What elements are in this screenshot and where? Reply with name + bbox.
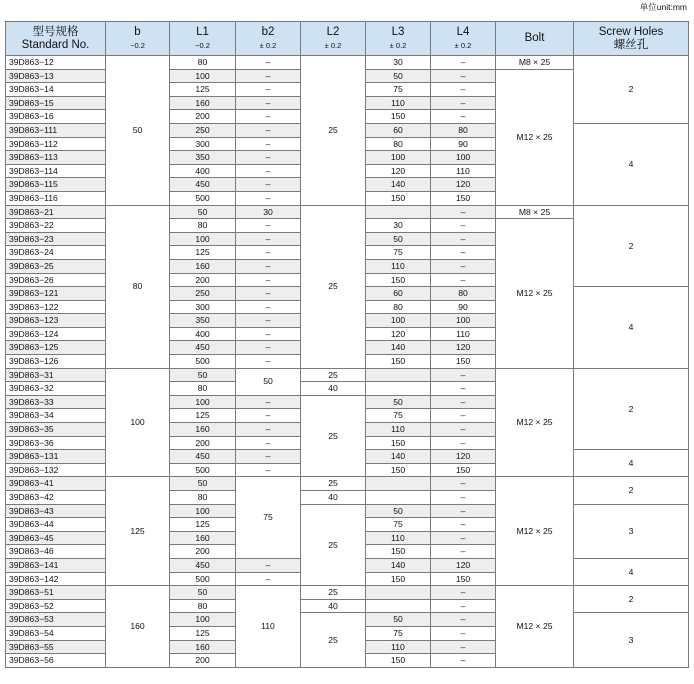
cell-standard-no: 39D863−43 <box>6 504 106 518</box>
cell-standard-no: 39D863−46 <box>6 545 106 559</box>
cell-l2: 40 <box>301 382 366 396</box>
cell-standard-no: 39D863−131 <box>6 450 106 464</box>
cell-l1: 450 <box>170 341 236 355</box>
cell-l3: 150 <box>366 191 431 205</box>
cell-l1: 160 <box>170 531 236 545</box>
cell-standard-no: 39D863−53 <box>6 613 106 627</box>
cell-standard-no: 39D863−124 <box>6 327 106 341</box>
cell-l1: 80 <box>170 599 236 613</box>
cell-standard-no: 39D863−22 <box>6 219 106 233</box>
cell-holes: 2 <box>574 56 689 124</box>
cell-l4: 150 <box>431 463 496 477</box>
cell-l1: 100 <box>170 613 236 627</box>
cell-holes: 4 <box>574 558 689 585</box>
header-b2-label: b2 <box>261 25 275 38</box>
cell-bolt: M12 × 25 <box>496 477 574 586</box>
cell-l3 <box>366 382 431 396</box>
cell-b2: – <box>236 314 301 328</box>
cell-bolt: M12 × 25 <box>496 69 574 205</box>
cell-l4: 110 <box>431 327 496 341</box>
cell-l3: 75 <box>366 409 431 423</box>
cell-holes: 2 <box>574 477 689 504</box>
cell-l4: – <box>431 395 496 409</box>
cell-b2: – <box>236 287 301 301</box>
cell-l4: – <box>431 273 496 287</box>
cell-l1: 450 <box>170 450 236 464</box>
cell-holes: 4 <box>574 450 689 477</box>
cell-b2: – <box>236 327 301 341</box>
cell-l4: 120 <box>431 450 496 464</box>
cell-l3: 140 <box>366 341 431 355</box>
unit-label: 单位unit:mm <box>639 2 687 12</box>
cell-l3: 50 <box>366 395 431 409</box>
cell-l4: – <box>431 586 496 600</box>
cell-l4: – <box>431 640 496 654</box>
cell-b2: – <box>236 191 301 205</box>
table-row <box>6 477 689 491</box>
cell-l3: 60 <box>366 123 431 137</box>
cell-standard-no: 39D863−126 <box>6 355 106 369</box>
table-row <box>6 586 689 600</box>
cell-l4: – <box>431 599 496 613</box>
cell-l1: 400 <box>170 327 236 341</box>
table-body <box>6 56 689 668</box>
table-row <box>6 56 689 70</box>
cell-l1: 200 <box>170 654 236 668</box>
cell-standard-no: 39D863−23 <box>6 232 106 246</box>
cell-l3: 60 <box>366 287 431 301</box>
cell-b: 125 <box>106 477 170 586</box>
cell-b2: – <box>236 137 301 151</box>
cell-l3: 30 <box>366 219 431 233</box>
cell-l4: – <box>431 504 496 518</box>
cell-l3: 50 <box>366 504 431 518</box>
cell-holes: 4 <box>574 287 689 369</box>
cell-l3: 50 <box>366 232 431 246</box>
cell-holes: 2 <box>574 205 689 287</box>
header-bolt-label: Bolt <box>524 32 545 44</box>
cell-l4: – <box>431 626 496 640</box>
cell-l3: 80 <box>366 300 431 314</box>
cell-b: 160 <box>106 586 170 668</box>
cell-l1: 200 <box>170 436 236 450</box>
cell-l1: 125 <box>170 83 236 97</box>
cell-standard-no: 39D863−112 <box>6 137 106 151</box>
cell-l4: 120 <box>431 341 496 355</box>
cell-l4: – <box>431 518 496 532</box>
header-screw-holes <box>574 22 689 56</box>
cell-b2: – <box>236 300 301 314</box>
cell-l1: 80 <box>170 56 236 70</box>
cell-l4: – <box>431 83 496 97</box>
cell-standard-no: 39D863−125 <box>6 341 106 355</box>
cell-l4: 120 <box>431 558 496 572</box>
cell-l4: 110 <box>431 164 496 178</box>
cell-standard-no: 39D863−14 <box>6 83 106 97</box>
cell-standard-no: 39D863−15 <box>6 96 106 110</box>
cell-b2: – <box>236 463 301 477</box>
cell-b2: – <box>236 436 301 450</box>
cell-b2: – <box>236 259 301 273</box>
cell-l3: 110 <box>366 423 431 437</box>
cell-bolt: M8 × 25 <box>496 205 574 219</box>
cell-b2: – <box>236 123 301 137</box>
cell-standard-no: 39D863−36 <box>6 436 106 450</box>
cell-l3: 150 <box>366 110 431 124</box>
header-screw-holes-en: Screw Holes <box>598 25 664 38</box>
cell-l3: 120 <box>366 164 431 178</box>
cell-l3: 110 <box>366 640 431 654</box>
cell-b2: – <box>236 178 301 192</box>
cell-standard-no: 39D863−54 <box>6 626 106 640</box>
cell-l2: 25 <box>301 205 366 368</box>
cell-l1: 100 <box>170 69 236 83</box>
cell-l4: 90 <box>431 137 496 151</box>
cell-standard-no: 39D863−142 <box>6 572 106 586</box>
cell-standard-no: 39D863−116 <box>6 191 106 205</box>
cell-l1: 500 <box>170 191 236 205</box>
cell-b2: – <box>236 558 301 572</box>
cell-l2: 25 <box>301 504 366 586</box>
cell-b2: – <box>236 450 301 464</box>
cell-l2: 25 <box>301 613 366 667</box>
cell-l1: 80 <box>170 382 236 396</box>
cell-l1: 350 <box>170 151 236 165</box>
header-L1-label: L1 <box>196 25 209 38</box>
cell-standard-no: 39D863−31 <box>6 368 106 382</box>
cell-holes: 3 <box>574 504 689 558</box>
cell-l4: – <box>431 232 496 246</box>
cell-b2: – <box>236 69 301 83</box>
cell-l1: 50 <box>170 368 236 382</box>
header-L4-label: L4 <box>456 25 470 38</box>
cell-b: 100 <box>106 368 170 477</box>
cell-l4: 150 <box>431 191 496 205</box>
cell-l1: 80 <box>170 219 236 233</box>
cell-standard-no: 39D863−25 <box>6 259 106 273</box>
header-L3-tolerance: ± 0.2 <box>389 40 407 50</box>
cell-l2: 25 <box>301 586 366 600</box>
cell-b2: – <box>236 83 301 97</box>
cell-b2: 110 <box>236 586 301 668</box>
cell-holes: 4 <box>574 123 689 205</box>
cell-l1: 100 <box>170 504 236 518</box>
cell-l3: 30 <box>366 56 431 70</box>
cell-l4: – <box>431 654 496 668</box>
cell-l4: – <box>431 423 496 437</box>
cell-b2: – <box>236 219 301 233</box>
cell-b2: – <box>236 56 301 70</box>
cell-l3: 75 <box>366 83 431 97</box>
cell-l3: 150 <box>366 273 431 287</box>
cell-l3 <box>366 599 431 613</box>
cell-l4: – <box>431 56 496 70</box>
cell-l3: 100 <box>366 314 431 328</box>
cell-l4: – <box>431 246 496 260</box>
cell-l1: 500 <box>170 355 236 369</box>
cell-l4: – <box>431 477 496 491</box>
cell-b: 50 <box>106 56 170 206</box>
cell-standard-no: 39D863−21 <box>6 205 106 219</box>
cell-l4: – <box>431 219 496 233</box>
cell-l4: – <box>431 531 496 545</box>
cell-l1: 80 <box>170 491 236 505</box>
header-L4-tolerance: ± 0.2 <box>454 40 472 50</box>
header-b2 <box>236 22 301 56</box>
cell-l1: 125 <box>170 626 236 640</box>
cell-standard-no: 39D863−32 <box>6 382 106 396</box>
cell-b2: – <box>236 96 301 110</box>
cell-l1: 400 <box>170 164 236 178</box>
cell-l1: 500 <box>170 463 236 477</box>
cell-l3: 50 <box>366 69 431 83</box>
cell-l1: 250 <box>170 123 236 137</box>
cell-standard-no: 39D863−16 <box>6 110 106 124</box>
cell-l4: – <box>431 69 496 83</box>
cell-l3: 150 <box>366 355 431 369</box>
cell-standard-no: 39D863−33 <box>6 395 106 409</box>
cell-b2: – <box>236 341 301 355</box>
header-standard-no <box>6 22 106 56</box>
cell-l4: – <box>431 436 496 450</box>
cell-l1: 125 <box>170 246 236 260</box>
table-row <box>6 368 689 382</box>
cell-l3: 75 <box>366 626 431 640</box>
cell-holes: 2 <box>574 586 689 613</box>
cell-standard-no: 39D863−35 <box>6 423 106 437</box>
cell-standard-no: 39D863−114 <box>6 164 106 178</box>
cell-l1: 200 <box>170 273 236 287</box>
cell-standard-no: 39D863−52 <box>6 599 106 613</box>
cell-l3: 100 <box>366 151 431 165</box>
cell-l3: 140 <box>366 450 431 464</box>
cell-l2: 25 <box>301 395 366 477</box>
cell-l3: 140 <box>366 558 431 572</box>
cell-l4: – <box>431 382 496 396</box>
cell-b2: 75 <box>236 477 301 559</box>
cell-l3 <box>366 205 431 219</box>
cell-l4: 100 <box>431 151 496 165</box>
cell-l1: 450 <box>170 178 236 192</box>
cell-l1: 300 <box>170 137 236 151</box>
cell-l1: 160 <box>170 640 236 654</box>
cell-standard-no: 39D863−51 <box>6 586 106 600</box>
cell-standard-no: 39D863−111 <box>6 123 106 137</box>
cell-standard-no: 39D863−132 <box>6 463 106 477</box>
cell-l4: – <box>431 613 496 627</box>
header-L3 <box>366 22 431 56</box>
cell-l1: 250 <box>170 287 236 301</box>
header-L2-tolerance: ± 0.2 <box>324 40 342 50</box>
cell-l2: 25 <box>301 56 366 206</box>
cell-b2: – <box>236 355 301 369</box>
cell-l4: – <box>431 259 496 273</box>
cell-l1: 160 <box>170 96 236 110</box>
header-L1-tolerance: −0.2 <box>195 40 210 50</box>
cell-standard-no: 39D863−115 <box>6 178 106 192</box>
spec-table <box>5 21 689 668</box>
header-L1 <box>170 22 236 56</box>
cell-l3: 110 <box>366 259 431 273</box>
cell-l4: – <box>431 96 496 110</box>
cell-standard-no: 39D863−24 <box>6 246 106 260</box>
cell-standard-no: 39D863−13 <box>6 69 106 83</box>
cell-l1: 450 <box>170 558 236 572</box>
cell-standard-no: 39D863−34 <box>6 409 106 423</box>
cell-l4: – <box>431 110 496 124</box>
cell-l3: 150 <box>366 463 431 477</box>
cell-l3: 140 <box>366 178 431 192</box>
table-row <box>6 205 689 219</box>
cell-l1: 200 <box>170 110 236 124</box>
cell-l1: 160 <box>170 423 236 437</box>
cell-b2: – <box>236 395 301 409</box>
cell-l3 <box>366 491 431 505</box>
cell-l3: 150 <box>366 654 431 668</box>
cell-holes: 3 <box>574 613 689 667</box>
cell-l3 <box>366 477 431 491</box>
cell-l1: 125 <box>170 409 236 423</box>
cell-standard-no: 39D863−44 <box>6 518 106 532</box>
cell-standard-no: 39D863−26 <box>6 273 106 287</box>
header-L4 <box>431 22 496 56</box>
header-b-label: b <box>134 25 141 38</box>
cell-l2: 40 <box>301 599 366 613</box>
cell-standard-no: 39D863−113 <box>6 151 106 165</box>
cell-standard-no: 39D863−123 <box>6 314 106 328</box>
cell-standard-no: 39D863−55 <box>6 640 106 654</box>
cell-bolt: M12 × 25 <box>496 219 574 369</box>
cell-l3: 150 <box>366 572 431 586</box>
cell-l1: 500 <box>170 572 236 586</box>
cell-standard-no: 39D863−42 <box>6 491 106 505</box>
cell-b2: – <box>236 110 301 124</box>
cell-l3: 75 <box>366 518 431 532</box>
cell-l2: 25 <box>301 368 366 382</box>
cell-l1: 50 <box>170 205 236 219</box>
cell-b: 80 <box>106 205 170 368</box>
cell-l1: 50 <box>170 477 236 491</box>
cell-l4: – <box>431 545 496 559</box>
cell-l4: 120 <box>431 178 496 192</box>
cell-b2: 30 <box>236 205 301 219</box>
cell-l1: 100 <box>170 232 236 246</box>
cell-l4: – <box>431 409 496 423</box>
cell-l3: 110 <box>366 96 431 110</box>
cell-l4: – <box>431 205 496 219</box>
cell-l1: 50 <box>170 586 236 600</box>
cell-l4: 80 <box>431 123 496 137</box>
header-row <box>6 22 689 56</box>
header-standard-en: Standard No. <box>21 38 90 51</box>
cell-b2: – <box>236 246 301 260</box>
cell-l1: 350 <box>170 314 236 328</box>
cell-bolt: M12 × 25 <box>496 586 574 668</box>
cell-bolt: M8 × 25 <box>496 56 574 70</box>
cell-l3: 50 <box>366 613 431 627</box>
header-L2-label: L2 <box>326 25 340 38</box>
cell-l3: 120 <box>366 327 431 341</box>
cell-b2: – <box>236 409 301 423</box>
cell-standard-no: 39D863−56 <box>6 654 106 668</box>
header-L2 <box>301 22 366 56</box>
cell-standard-no: 39D863−41 <box>6 477 106 491</box>
cell-l4: 80 <box>431 287 496 301</box>
cell-holes: 2 <box>574 368 689 450</box>
cell-b2: – <box>236 273 301 287</box>
cell-standard-no: 39D863−121 <box>6 287 106 301</box>
cell-l3: 150 <box>366 436 431 450</box>
cell-b2: 50 <box>236 368 301 395</box>
cell-l4: 100 <box>431 314 496 328</box>
cell-b2: – <box>236 151 301 165</box>
cell-l1: 300 <box>170 300 236 314</box>
cell-standard-no: 39D863−12 <box>6 56 106 70</box>
cell-l1: 160 <box>170 259 236 273</box>
header-b2-tolerance: ± 0.2 <box>259 40 277 50</box>
cell-l3 <box>366 368 431 382</box>
cell-l3 <box>366 586 431 600</box>
cell-l2: 25 <box>301 477 366 491</box>
cell-standard-no: 39D863−45 <box>6 531 106 545</box>
cell-standard-no: 39D863−122 <box>6 300 106 314</box>
cell-b2: – <box>236 164 301 178</box>
cell-l3: 80 <box>366 137 431 151</box>
cell-l3: 110 <box>366 531 431 545</box>
cell-l4: – <box>431 368 496 382</box>
cell-b2: – <box>236 232 301 246</box>
cell-l1: 200 <box>170 545 236 559</box>
cell-l3: 150 <box>366 545 431 559</box>
cell-l4: 150 <box>431 355 496 369</box>
cell-l4: 150 <box>431 572 496 586</box>
header-b-tolerance: −0.2 <box>130 40 145 50</box>
cell-l1: 100 <box>170 395 236 409</box>
cell-bolt: M12 × 25 <box>496 368 574 477</box>
cell-l1: 125 <box>170 518 236 532</box>
cell-b2: – <box>236 423 301 437</box>
header-bolt <box>496 22 574 56</box>
header-b <box>106 22 170 56</box>
cell-l4: – <box>431 491 496 505</box>
cell-l2: 40 <box>301 491 366 505</box>
header-screw-holes-cn: 螺丝孔 <box>613 38 649 51</box>
cell-l4: 90 <box>431 300 496 314</box>
header-L3-label: L3 <box>391 25 405 38</box>
cell-b2: – <box>236 572 301 586</box>
header-standard-cn: 型号规格 <box>32 25 79 38</box>
cell-l3: 75 <box>366 246 431 260</box>
cell-standard-no: 39D863−141 <box>6 558 106 572</box>
